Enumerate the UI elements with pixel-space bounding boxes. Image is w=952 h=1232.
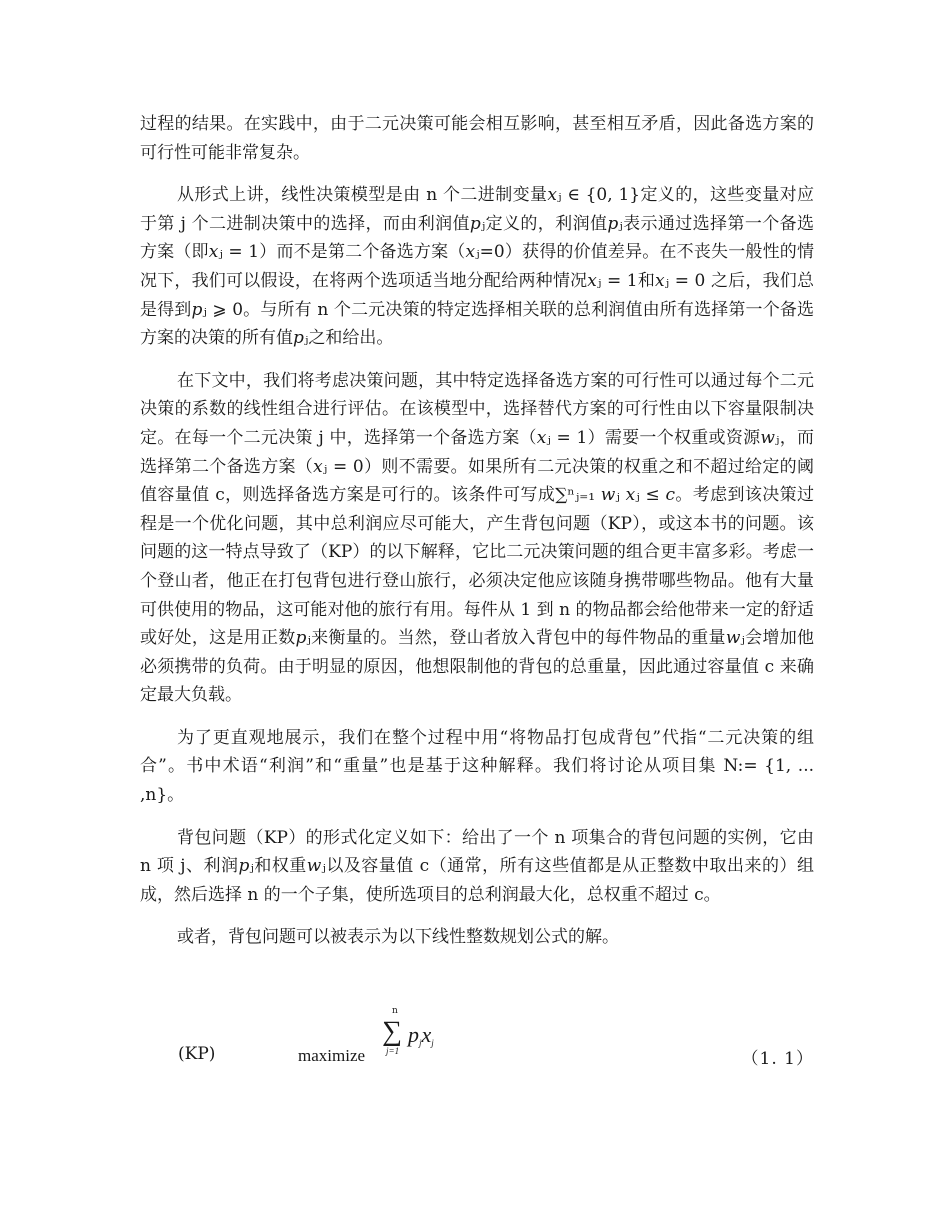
paragraph-1: 过程的结果。在实践中，由于二元决策可能会相互影响，甚至相互矛盾，因此备选方案的可行性可能非常复杂。 <box>140 114 814 163</box>
paragraph-2: 从形式上讲，线性决策模型是由 n 个二进制变量𝑥ⱼ ∈ {0, 1}定义的，这些变量对应于第 j 个二进制决策中的选择，而由利润值𝑝ⱼ定义的，利润值𝑝ⱼ表示通过选择第一个备选方案（即𝑥ⱼ = 1）而不是第二个备选方案（𝑥ⱼ=0）获得的价值差异。在不丧失一般性的情况下，我们可以假设，在将两个选项适当地分配给两种情况𝑥ⱼ = 1和𝑥ⱼ = 0 之后，我们总是得到𝑝ⱼ ⩾ 0。与所有 n 个二元决策的特定选择相关联的总利润值由所有选择第一个备选方案的决策的所有值𝑝ⱼ之和给出。 <box>140 185 814 349</box>
paragraph-4: 为了更直观地展示，我们在整个过程中用“将物品打包成背包”代指“二元决策的组合”。书中术语“利润”和“重量”也是基于这种解释。我们将讨论从项目集 N:= {1, ... ,n}。 <box>140 727 814 806</box>
formula-operator: maximize <box>298 1046 366 1065</box>
sum-term <box>408 1022 434 1048</box>
summation-expression <box>378 1006 488 1070</box>
term-p-sub: j <box>419 1038 422 1048</box>
equation-number: （1. 1） <box>741 1049 814 1069</box>
sum-upper-limit: n <box>392 1006 398 1016</box>
formula-label: (KP) <box>178 1044 216 1064</box>
paragraph-5: 背包问题（KP）的形式化定义如下：给出了一个 n 项集合的背包问题的实例，它由 n 项 j、利润𝑝ⱼ和权重𝑤ⱼ以及容量值 c（通常，所有这些值都是从正整数中取出来的）组成，然后选择 n 的一个子集，使所选项目的总利润最大化，总权重不超过 c。 <box>140 827 814 905</box>
term-x: x <box>421 1022 432 1047</box>
paragraph-6: 或者，背包问题可以被表示为以下线性整数规划公式的解。 <box>177 927 619 948</box>
sum-lower-limit: j=1 <box>386 1046 400 1056</box>
body-text <box>140 110 814 966</box>
sigma-symbol: ∑ <box>382 1016 402 1047</box>
term-p: p <box>408 1022 419 1047</box>
kp-formula <box>140 1006 814 1080</box>
paragraph-3: 在下文中，我们将考虑决策问题，其中特定选择备选方案的可行性可以通过每个二元决策的系数的线性组合进行评估。在该模型中，选择替代方案的可行性由以下容量限制决定。在每一个二元决策 j 中，选择第一个备选方案（𝑥ⱼ = 1）需要一个权重或资源𝑤ⱼ，而选择第二个备选方案（𝑥ⱼ = 0）则不需要。如果所有二元决策的权重之和不超过给定的阈值容量值 c，则选择备选方案是可行的。该条件可写成∑ⁿⱼ₌₁ 𝑤ⱼ 𝑥ⱼ ≤ 𝑐。考虑到该决策过程是一个优化问题，其中总利润应尽可能大，产生背包问题（KP），或这本书的问题。该问题的这一特点导致了（KP）的以下解释，它比二元决策问题的组合更丰富多彩。考虑一个登山者，他正在打包背包进行登山旅行，必须决定他应该随身携带哪些物品。他有大量可供使用的物品，这可能对他的旅行有用。每件从 1 到 n 的物品都会给他带来一定的舒适或好处，这是用正数𝑝ⱼ来衡量的。当然，登山者放入背包中的每件物品的重量𝑤ⱼ会增加他必须携带的负荷。由于明显的原因，他想限制他的背包的总重量，因此通过容量值 c 来确定最大负载。 <box>140 370 814 706</box>
term-x-sub: j <box>431 1038 434 1048</box>
